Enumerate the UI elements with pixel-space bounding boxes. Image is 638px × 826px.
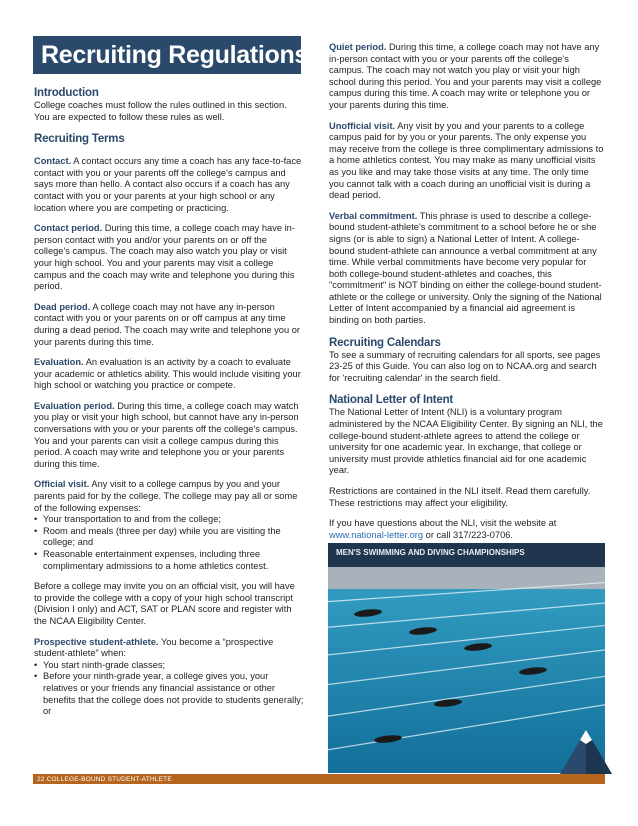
evaluation-term: Evaluation. xyxy=(34,357,84,368)
intro-heading: Introduction xyxy=(34,87,99,99)
contact-text: A contact occurs any time a coach has any face-to-face contact with you or your parents off the college's campus and says more than hello. A contact also occurs if a coach has any contact with you or your parents at your high school or any location where you are competing or practicing. xyxy=(34,156,302,213)
verbal-commitment-text: This phrase is used to describe a college-bound student-athlete's commitment to a school before he or she signs (or is able to sign) a National Letter of Intent. A college-bound student-athlete can announce a verbal commitment at any time. While verbal commitments have become very popular for both college-bound student-athletes and coaches, this "commitment" is NOT binding on either the college-bound student-athlete or the college or university. Only the signing of the National Letter of Intent accompanied by a financial aid agreement is binding on both parties. xyxy=(329,210,602,326)
evaluation-period-text: During this time, a college coach may watch you play or visit your high school, but cannot have any in-person conversations with you or your parents off the college's campus. You and your parents can visit a college campus during this period. A coach may write and telephone you or your parents during this time. xyxy=(34,400,299,469)
nli-website-link[interactable]: www.national-letter.org xyxy=(329,529,424,540)
official-visit-term: Official visit. xyxy=(34,479,90,490)
quiet-period-definition xyxy=(329,42,604,112)
dead-period-term: Dead period. xyxy=(34,301,91,312)
verbal-commitment-definition xyxy=(329,211,604,327)
official-visit-definition xyxy=(34,479,304,514)
quiet-period-text: During this time, a college coach may not have any in-person contact with you or your parents off the college's campus. The coach may not watch you play or visit your high school during this period. You and your parents may visit a college campus during this time. A coach may write or telephone you or your parents during this time. xyxy=(329,42,602,110)
questions-text xyxy=(329,518,604,541)
verbal-commitment-term: Verbal commitment. xyxy=(329,210,418,221)
list-item: • Reasonable entertainment expenses, including three complimentary admissions to a home athletics contest. xyxy=(34,549,304,572)
list-item: • Your transportation to and from the college; xyxy=(34,514,304,526)
prospective-definition xyxy=(34,637,304,660)
contact-definition xyxy=(34,156,304,214)
mountain-logo-icon xyxy=(560,730,612,774)
contact-period-definition xyxy=(34,223,304,293)
contact-period-text: During this time, a college coach may have in-person contact with you and/or your parents on or off the college's campus. The coach may also watch you play or visit your high school. You and your parents may visit a college campus and the coach may write and telephone you during this period. xyxy=(34,223,295,292)
unofficial-visit-text: Any visit by you and your parents to a college campus paid for by you or your parents. The only expense you may receive from the college is three complimentary admissions to a home athletics contest. You may make as many unofficial visits as you like and may take those visits at any time. The only time you cannot talk with a coach during an unofficial visit is during a dead period. xyxy=(329,120,604,201)
unofficial-visit-term: Unofficial visit. xyxy=(329,120,396,131)
questions-lead: If you have questions about the NLI, visit the website at xyxy=(329,518,557,529)
prospective-list xyxy=(34,660,304,718)
intro-text: College coaches must follow the rules outlined in this section. You are expected to follow these rules as well. xyxy=(34,100,287,122)
quiet-period-term: Quiet period. xyxy=(329,42,387,52)
prospective-term: Prospective student-athlete. xyxy=(34,636,159,647)
list-item: • You start ninth-grade classes; xyxy=(34,660,304,672)
official-visit-expense-list xyxy=(34,514,304,572)
restrictions-text: Restrictions are contained in the NLI itself. Read them carefully. These restrictions may affect your eligibility. xyxy=(329,486,591,508)
left-column xyxy=(34,86,304,718)
prospective-text: You become a “prospective student-athlete” when: xyxy=(34,636,274,659)
recruiting-calendars-text: To see a summary of recruiting calendars for all sports, see pages 23-25 of this Guide. You can also log on to NCAA.org and search for 'recruiting calendar' in the search field. xyxy=(329,349,601,383)
list-item: • Before your ninth-grade year, a college gives you, your relatives or your friends any financial assistance or other benefits that the college does not provide to students generally; or xyxy=(34,671,304,717)
official-visit-text: Any visit to a college campus by you and your parents paid for by the college. The college may pay all or some of the following expenses: xyxy=(34,479,298,513)
contact-period-term: Contact period. xyxy=(34,223,103,234)
nli-text: The National Letter of Intent (NLI) is a voluntary program administered by the NCAA Eligibility Center. By signing an NLI, the college-bound student-athlete agrees to attend the college or university for one academic year. In exchange, that college or university must provide athletics financial aid for one academic year. xyxy=(329,407,603,476)
questions-phone: or call 317/223-0706. xyxy=(425,529,514,540)
recruiting-calendars-heading: Recruiting Calendars xyxy=(329,336,441,349)
list-item: • Room and meals (three per day) while you are visiting the college; and xyxy=(34,526,304,549)
nli-heading: National Letter of Intent xyxy=(329,394,454,407)
right-column xyxy=(329,42,604,541)
unofficial-visit-definition xyxy=(329,121,604,202)
official-visit-requirements: Before a college may invite you on an official visit, you will have to provide the college with a copy of your high school transcript (Division I only) and ACT, SAT or PLAN score and register with the NCAA Eligibility Center. xyxy=(34,581,295,626)
evaluation-period-definition xyxy=(34,401,304,471)
dead-period-text: A college coach may not have any in-person contact with you or your parents on or off campus at any time during a dead period. The coach may write and telephone you or your parents during this time. xyxy=(34,301,300,347)
evaluation-definition xyxy=(34,357,304,392)
contact-term: Contact. xyxy=(34,156,72,167)
photo-banner-text: MEN'S SWIMMING AND DIVING CHAMPIONSHIPS xyxy=(336,548,525,557)
page-title: Recruiting Regulations xyxy=(33,36,301,74)
page-footer: 22 COLLEGE-BOUND STUDENT-ATHLETE xyxy=(37,776,172,783)
recruiting-terms-heading: Recruiting Terms xyxy=(34,133,125,146)
evaluation-period-term: Evaluation period. xyxy=(34,400,115,411)
evaluation-text: An evaluation is an activity by a coach to evaluate your academic or athletics ability. This would include visiting your high school or watching you practice or compete. xyxy=(34,357,301,391)
dead-period-definition xyxy=(34,302,304,348)
